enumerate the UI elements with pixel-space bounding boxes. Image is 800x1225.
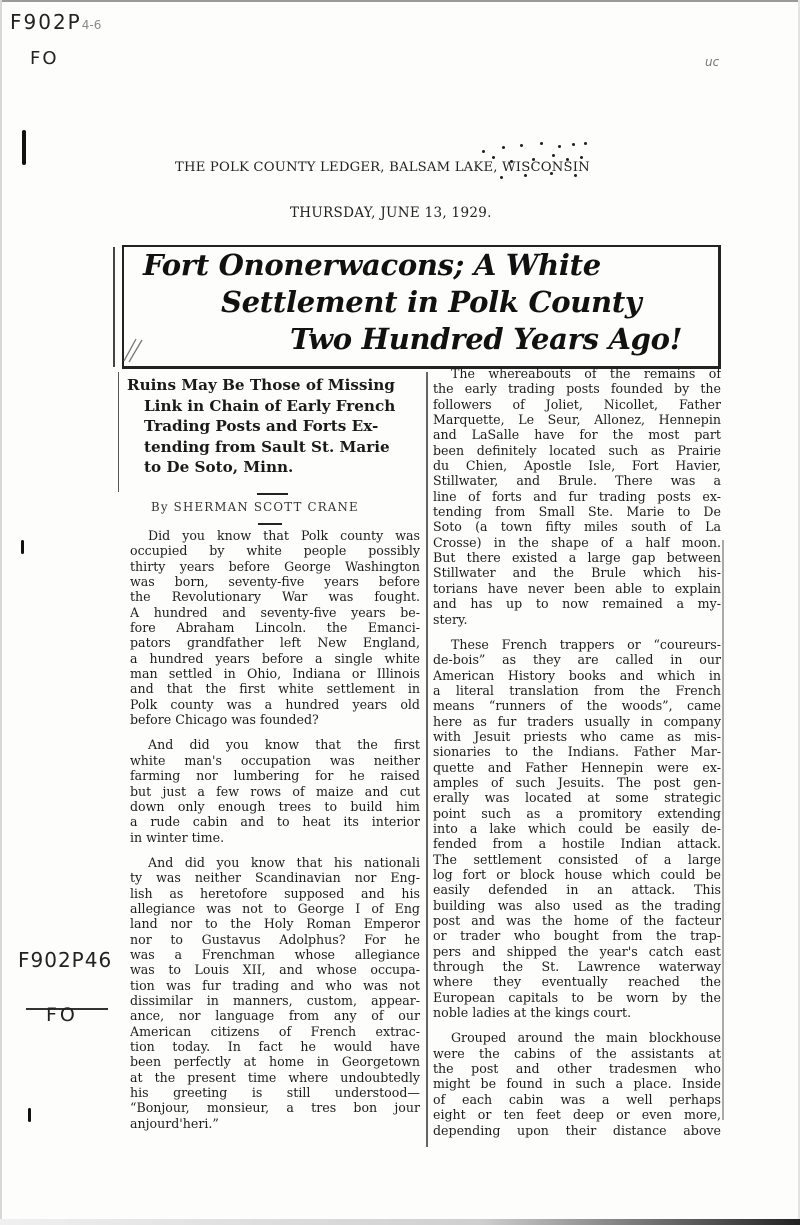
margin-binding-mark [21, 540, 24, 554]
text-line: the Revolutionary War was fought. [130, 589, 420, 605]
text-line: was to Louis XII, and whose occupa- [130, 962, 420, 978]
text-line: in winter time. [130, 829, 225, 845]
text-line: of each cabin was a well perhaps [433, 1091, 721, 1107]
article-column-left [130, 528, 420, 1141]
text-line: been perfectly at home in Georgetown [130, 1054, 420, 1070]
text-line: might be found in such a place. Inside [433, 1076, 721, 1092]
deck-line: tending from Sault St. Marie [144, 437, 390, 456]
article-paragraph [433, 1030, 721, 1137]
text-line: thirty years before George Washington [130, 558, 420, 574]
article-paragraph [130, 528, 420, 727]
text-line: Crosse) in the shape of a half moon. [433, 534, 721, 550]
text-line: Marquette, Le Seur, Allonez, Hennepin [433, 412, 721, 428]
text-line: American citizens of French extrac- [130, 1023, 420, 1039]
text-line: were the cabins of the assistants at [433, 1045, 721, 1061]
catalog-code-suffix: 4-6 [81, 18, 102, 32]
text-line: a hundred years before a single white [130, 650, 420, 666]
headline-left-rule [113, 247, 115, 367]
text-line: fended from a hostile Indian attack. [433, 836, 721, 852]
text-line: through the St. Lawrence waterway [433, 959, 721, 975]
text-line: Grouped around the main blockhouse [451, 1030, 721, 1046]
text-line: the post and other tradesmen who [433, 1061, 721, 1077]
text-line: pators grandfather left New England, [130, 635, 420, 651]
deck-line: Trading Posts and Forts Ex- [144, 417, 379, 435]
article-paragraph [433, 366, 721, 627]
deck-line: to De Soto, Minn. [144, 458, 294, 476]
text-line: tion was fur trading and who was not [130, 977, 420, 993]
text-line: noble ladies at the kings court. [433, 1005, 632, 1021]
text-line: erally was located at some strategic [433, 790, 721, 806]
text-line: anjourd'heri.” [130, 1115, 219, 1131]
text-line: amples of such Jesuits. The post gen- [433, 774, 721, 790]
text-line: here as fur traders usually in company [433, 713, 721, 729]
text-line: fore Abraham Lincoln. the Emanci- [130, 620, 420, 636]
text-line: but just a few rows of maize and cut [130, 783, 420, 799]
text-line: a rude cabin and to heat its interior [130, 814, 420, 830]
text-line: Did you know that Polk county was [148, 528, 420, 543]
text-line: European capitals to be worn by the [433, 989, 721, 1005]
masthead-date: THURSDAY, JUNE 13, 1929. [290, 205, 492, 221]
text-line: And did you know that his nationali [148, 854, 420, 870]
page-edge-bottom [0, 1219, 800, 1225]
deck-line: Link in Chain of Early French [144, 396, 396, 415]
text-line: at the present time where undoubtedly [130, 1069, 420, 1085]
text-line: where they eventually reached the [433, 974, 721, 990]
text-line: into a lake which could be easily de- [433, 820, 721, 836]
text-line: nor to Gustavus Adolphus? For he [130, 931, 420, 947]
text-line: Stillwater, and Brule. There was a [433, 473, 721, 489]
subheadline-deck [127, 375, 419, 478]
text-line: land nor to the Holy Roman Emperor [130, 916, 420, 932]
text-line: been definitely located such as Prairie [433, 442, 721, 458]
text-line: stery. [433, 611, 468, 627]
page-edge-left [0, 0, 2, 1225]
text-line: torians have never been able to explain [433, 580, 721, 596]
text-line: A hundred and seventy-five years be- [130, 604, 420, 620]
margin-binding-mark [22, 130, 26, 165]
article-paragraph [130, 855, 420, 1131]
handwritten-catalog-code [10, 10, 101, 34]
text-line: But there existed a large gap between [433, 550, 721, 566]
text-line: man settled in Ohio, Indiana or Illinois [130, 666, 420, 682]
byline-rule-top [257, 493, 288, 495]
right-column-edge-rule [722, 540, 724, 1120]
article-paragraph [130, 737, 420, 844]
handwritten-initials: uc [705, 55, 720, 69]
text-line: Soto (a town fifty miles south of La [433, 519, 721, 535]
handwritten-margin-code: F902P46 [18, 948, 113, 972]
text-line: ance, nor language from any of our [130, 1008, 420, 1024]
text-line: his greeting is still understood— [130, 1085, 420, 1101]
text-line: line of forts and fur trading posts ex- [433, 488, 721, 504]
text-line: Stillwater and the Brule which his- [433, 565, 721, 581]
text-line: easily defended in an attack. This [433, 882, 721, 898]
article-paragraph [433, 637, 721, 1021]
text-line: was a Frenchman whose allegiance [130, 946, 420, 962]
pencil-slash-mark [122, 333, 146, 363]
column-divider [426, 372, 428, 1147]
masthead-paper-name: THE POLK COUNTY LEDGER, BALSAM LAKE, WISCONSIN [175, 160, 590, 175]
text-line: du Chien, Apostle Isle, Fort Havier, [433, 458, 721, 474]
text-line: log fort or block house which could be [433, 867, 721, 882]
text-line: tion today. In fact he would have [130, 1039, 420, 1054]
text-line: “Bonjour, monsieur, a tres bon jour [130, 1100, 420, 1116]
byline-rule-bottom [258, 523, 282, 525]
page-edge-top [0, 0, 800, 2]
text-line: the early trading posts founded by the [433, 381, 721, 397]
text-line: American History books and which in [433, 667, 721, 683]
text-line: lish as heretofore supposed and his [130, 885, 420, 901]
text-line: and that the first white settlement in [130, 681, 420, 697]
text-line: allegiance was not to George I of Eng [130, 900, 420, 916]
text-line: means “runners of the woods”, came [433, 698, 721, 714]
text-line: farming nor lumbering for he raised [130, 768, 420, 784]
text-line: white man's occupation was neither [130, 752, 420, 768]
text-line: The settlement consisted of a large [433, 851, 721, 867]
text-line: depending upon their distance above [433, 1122, 721, 1138]
byline: By SHERMAN SCOTT CRANE [151, 500, 359, 514]
text-line: ty was neither Scandinavian nor Eng- [130, 870, 420, 886]
text-line: was born, seventy-five years before [130, 574, 420, 590]
text-line: and LaSalle have for the most part [433, 427, 721, 443]
text-line: or trader who bought from the trap- [433, 928, 721, 944]
text-line: building was also used as the trading [433, 897, 721, 913]
margin-binding-mark [28, 1108, 31, 1122]
text-line: dissimilar in manners, custom, appear- [130, 992, 420, 1008]
text-line: and has up to now remained a my- [433, 596, 721, 612]
handwritten-margin-sub: FO [46, 1004, 78, 1026]
text-line: post and was the home of the facteur [433, 913, 721, 929]
headline-line: Fort Ononerwacons; A White [143, 248, 601, 282]
text-line: These French trappers or “coureurs- [451, 636, 721, 652]
text-line: occupied by white people possibly [130, 543, 420, 559]
text-line: Polk county was a hundred years old [130, 696, 420, 712]
text-line: point such as a promitory extending [433, 805, 721, 821]
deck-line: Ruins May Be Those of Missing [127, 376, 395, 394]
text-line: pers and shipped the year's catch east [433, 943, 721, 959]
text-line: de-bois” as they are called in our [433, 652, 721, 668]
headline-line: Two Hundred Years Ago! [290, 322, 683, 356]
article-column-right [433, 366, 721, 1148]
text-line: with Jesuit priests who came as mis- [433, 728, 721, 744]
text-line: The whereabouts of the remains of [451, 366, 721, 381]
text-line: sionaries to the Indians. Father Mar- [433, 744, 721, 760]
text-line: followers of Joliet, Nicollet, Father [433, 396, 721, 412]
text-line: And did you know that the first [148, 737, 420, 753]
handwritten-catalog-sub: FO [30, 48, 59, 69]
text-line: a literal translation from the French [433, 682, 721, 698]
headline-line: Settlement in Polk County [221, 285, 642, 319]
text-line: tending from Small Ste. Marie to De [433, 504, 721, 520]
text-line: eight or ten feet deep or even more, [433, 1107, 721, 1123]
text-line: before Chicago was founded? [130, 712, 319, 728]
catalog-code-text: F902P [10, 10, 82, 34]
text-line: down only enough trees to build him [130, 798, 420, 814]
text-line: quette and Father Hennepin were ex- [433, 759, 721, 775]
